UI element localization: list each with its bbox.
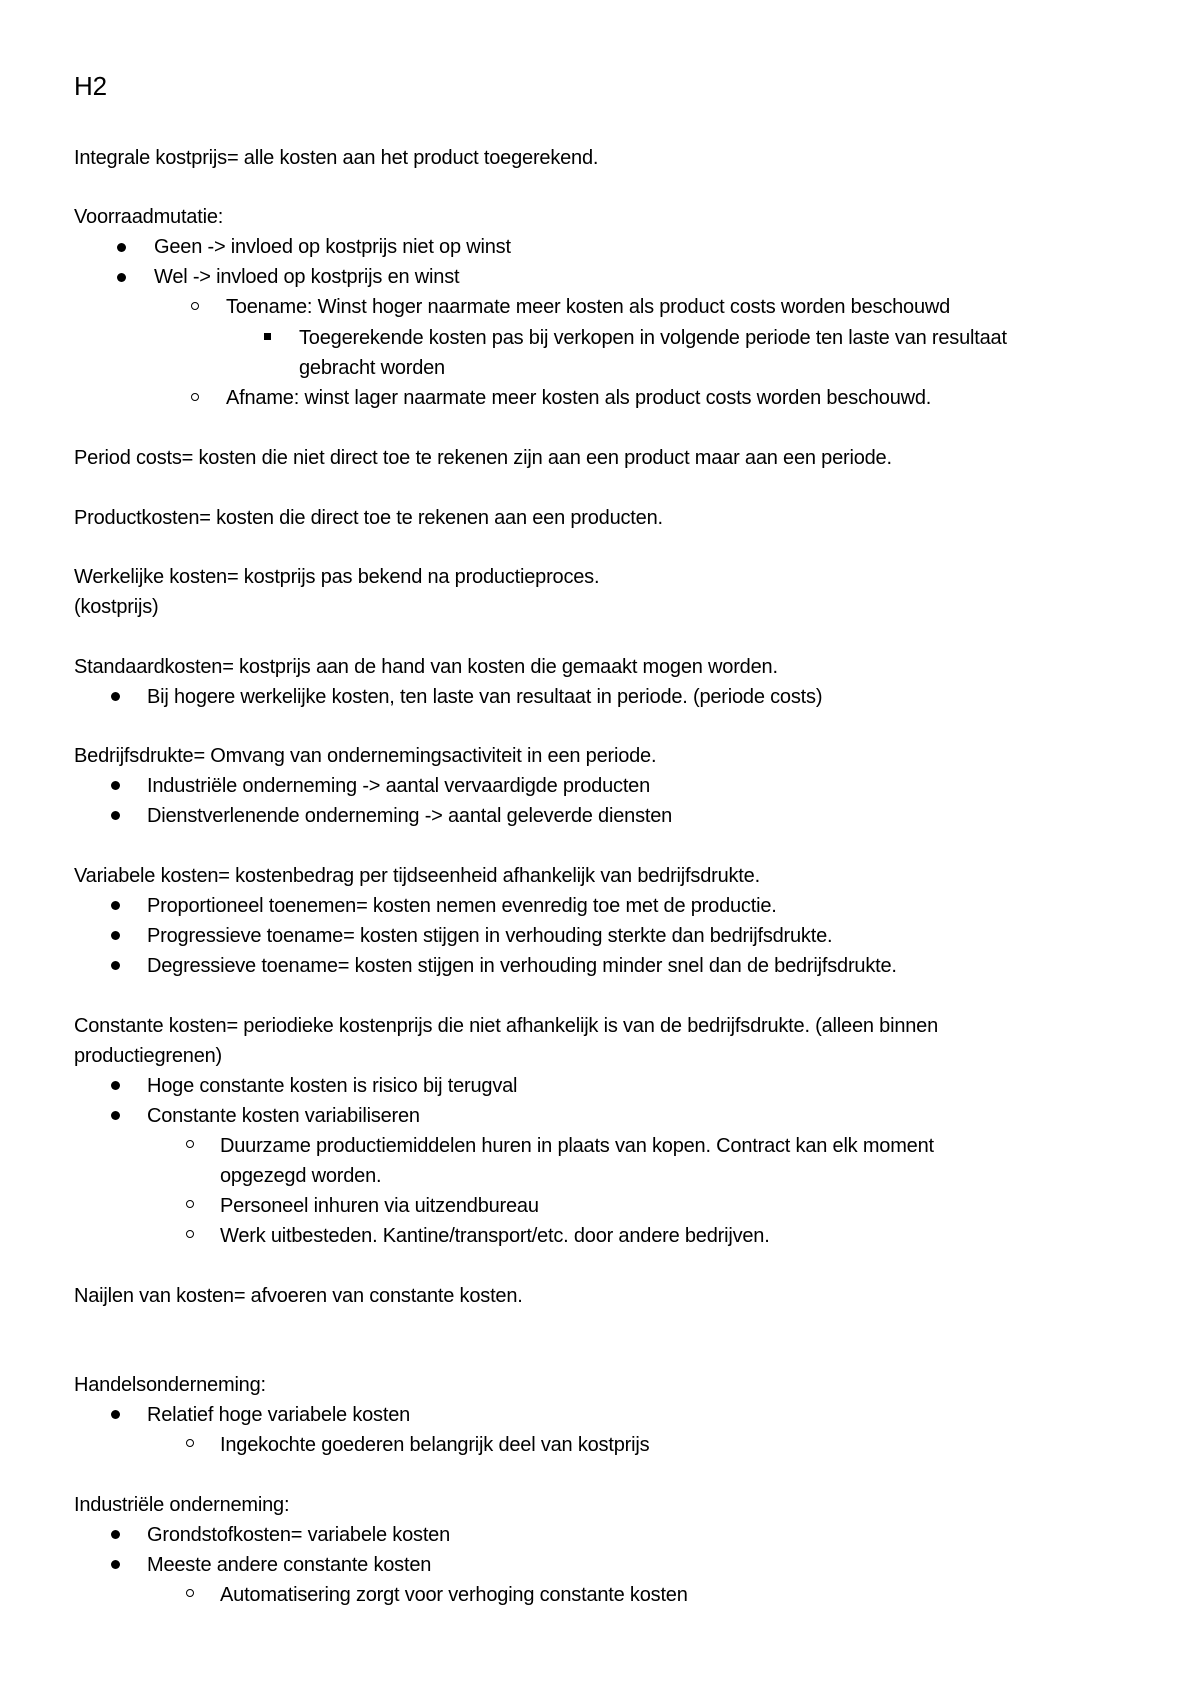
square-bullet-icon — [264, 333, 271, 340]
bullet-icon — [111, 781, 120, 790]
list-item: Meeste andere constante kosten — [147, 1554, 432, 1576]
list-item: Geen -> invloed op kostprijs niet op winst — [154, 236, 511, 258]
list-item: Ingekochte goederen belangrijk deel van kostprijs — [220, 1434, 650, 1456]
bullet-icon — [111, 901, 120, 910]
circle-bullet-icon — [186, 1230, 194, 1238]
list-item-continuation: opgezegd worden. — [220, 1165, 382, 1187]
bullet-icon — [117, 243, 126, 252]
list-item: Constante kosten variabiliseren — [147, 1105, 420, 1127]
paragraph-productkosten: Productkosten= kosten die direct toe te rekenen aan een producten. — [74, 507, 663, 529]
list-item-continuation: gebracht worden — [299, 357, 445, 379]
list-item: Afname: winst lager naarmate meer kosten als product costs worden beschouwd. — [226, 387, 932, 409]
list-item: Dienstverlenende onderneming -> aantal geleverde diensten — [147, 805, 673, 827]
paragraph-werkelijke-kosten-note: (kostprijs) — [74, 596, 159, 618]
circle-bullet-icon — [186, 1200, 194, 1208]
constante-kosten-title: Constante kosten= periodieke kostenprijs die niet afhankelijk is van de bedrijfsdrukte. (alleen binnen — [74, 1015, 939, 1037]
constante-kosten-title-continuation: productiegrenen) — [74, 1045, 223, 1067]
bullet-icon — [111, 1081, 120, 1090]
list-item: Toename: Winst hoger naarmate meer kosten als product costs worden beschouwd — [226, 296, 951, 318]
circle-bullet-icon — [186, 1140, 194, 1148]
bedrijfsdrukte-title: Bedrijfsdrukte= Omvang van ondernemingsactiviteit in een periode. — [74, 745, 657, 767]
standaardkosten-title: Standaardkosten= kostprijs aan de hand van kosten die gemaakt mogen worden. — [74, 656, 778, 678]
voorraadmutatie-title: Voorraadmutatie: — [74, 206, 224, 228]
list-item: Hoge constante kosten is risico bij terugval — [147, 1075, 518, 1097]
list-item: Wel -> invloed op kostprijs en winst — [154, 266, 460, 288]
circle-bullet-icon — [191, 302, 199, 310]
list-item: Degressieve toename= kosten stijgen in verhouding minder snel dan de bedrijfsdrukte. — [147, 955, 897, 977]
bullet-icon — [111, 1111, 120, 1120]
paragraph-period-costs: Period costs= kosten die niet direct toe te rekenen zijn aan een product maar aan een periode. — [74, 447, 892, 469]
list-item: Automatisering zorgt voor verhoging constante kosten — [220, 1584, 688, 1606]
paragraph-integrale-kostprijs: Integrale kostprijs= alle kosten aan het product toegerekend. — [74, 147, 599, 169]
bullet-icon — [111, 1530, 120, 1539]
list-item: Progressieve toename= kosten stijgen in verhouding sterkte dan bedrijfsdrukte. — [147, 925, 833, 947]
bullet-icon — [111, 1410, 120, 1419]
bullet-icon — [111, 692, 120, 701]
list-item: Personeel inhuren via uitzendbureau — [220, 1195, 539, 1217]
bullet-icon — [111, 811, 120, 820]
list-item: Duurzame productiemiddelen huren in plaats van kopen. Contract kan elk moment — [220, 1135, 934, 1157]
list-item: Toegerekende kosten pas bij verkopen in volgende periode ten laste van resultaat — [299, 327, 1007, 349]
list-item: Werk uitbesteden. Kantine/transport/etc. door andere bedrijven. — [220, 1225, 770, 1247]
bullet-icon — [111, 931, 120, 940]
circle-bullet-icon — [186, 1439, 194, 1447]
page-heading: H2 — [74, 71, 107, 101]
list-item: Proportioneel toenemen= kosten nemen evenredig toe met de productie. — [147, 895, 777, 917]
industriele-onderneming-title: Industriële onderneming: — [74, 1494, 290, 1516]
list-item: Relatief hoge variabele kosten — [147, 1404, 411, 1426]
circle-bullet-icon — [191, 393, 199, 401]
bullet-icon — [117, 273, 126, 282]
variabele-kosten-title: Variabele kosten= kostenbedrag per tijdseenheid afhankelijk van bedrijfsdrukte. — [74, 865, 760, 887]
list-item: Industriële onderneming -> aantal vervaardigde producten — [147, 775, 651, 797]
paragraph-werkelijke-kosten: Werkelijke kosten= kostprijs pas bekend na productieproces. — [74, 566, 600, 588]
bullet-icon — [111, 961, 120, 970]
bullet-icon — [111, 1560, 120, 1569]
list-item: Bij hogere werkelijke kosten, ten laste van resultaat in periode. (periode costs) — [147, 686, 823, 708]
paragraph-naijlen: Naijlen van kosten= afvoeren van constante kosten. — [74, 1285, 523, 1307]
list-item: Grondstofkosten= variabele kosten — [147, 1524, 451, 1546]
handelsonderneming-title: Handelsonderneming: — [74, 1374, 266, 1396]
circle-bullet-icon — [186, 1589, 194, 1597]
